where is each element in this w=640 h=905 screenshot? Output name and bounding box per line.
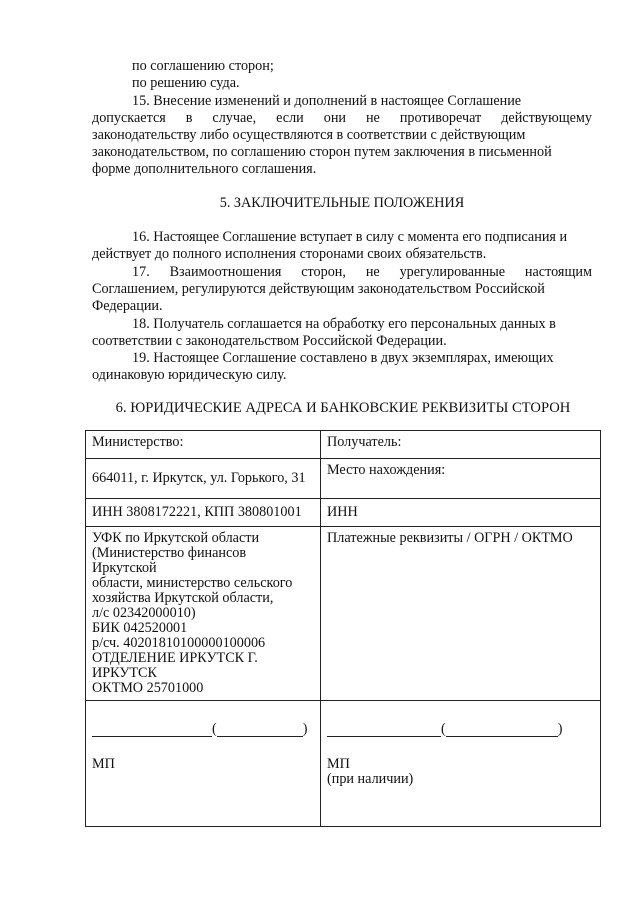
signature-blank [327, 722, 441, 737]
paragraph-line: Соглашением, регулируются действующим законодательством Российской [92, 281, 545, 297]
paragraph-line [92, 110, 592, 127]
word: Взаимоотношения [169, 264, 282, 280]
bank-line: (Министерство финансов Иркутской [92, 545, 247, 576]
ministry-inn: ИНН 3808172221, КПП 380801001 [86, 499, 321, 527]
recipient-inn: ИНН [321, 499, 601, 527]
recipient-signature-cell [321, 701, 601, 827]
recipient-bank-details: Платежные реквизиты / ОГРН / ОКТМО [321, 527, 601, 701]
word: не [365, 110, 380, 126]
ministry-stamp-label: МП [92, 756, 115, 772]
list-item: по решению суда. [132, 75, 240, 91]
paragraph-line: законодательству либо осуществляются в соответствии с действующим [92, 127, 526, 143]
word: действующему [501, 110, 592, 126]
paragraph-line: 16. Настоящее Соглашение вступает в силу с момента его подписания и [132, 229, 568, 245]
paragraph-line: 18. Получатель соглашается на обработку его персональных данных в [132, 316, 556, 332]
paren-close: ) [557, 721, 563, 737]
table-row [86, 701, 601, 827]
bank-line: л/с 02342000010) [92, 605, 196, 621]
paragraph-line: 19. Настоящее Соглашение составлено в двух экземплярах, имеющих [132, 350, 554, 366]
paragraph-line: соответствии с законодательством Российской Федерации. [92, 333, 447, 349]
word: случае, [212, 110, 257, 126]
list-item: по соглашению сторон; [132, 58, 274, 74]
name-blank [446, 722, 558, 737]
section-6-heading: 6. ЮРИДИЧЕСКИЕ АДРЕСА И БАНКОВСКИЕ РЕКВИЗИТЫ СТОРОН [115, 400, 571, 416]
bank-line: ИРКУТСК [92, 665, 157, 681]
word: они [323, 110, 346, 126]
signature-blank [92, 722, 212, 737]
paragraph-line [92, 264, 592, 281]
recipient-stamp-label: МП [327, 756, 350, 772]
bank-line: области, министерство сельского [92, 575, 293, 591]
recipient-location: Место нахождения: [321, 459, 601, 499]
paren-open: ( [212, 721, 217, 737]
table-row [86, 459, 601, 499]
bank-line: БИК 042520001 [92, 620, 188, 636]
table-row [86, 527, 601, 701]
name-blank [217, 722, 303, 737]
paren-open: ( [441, 721, 446, 737]
recipient-header: Получатель: [321, 431, 601, 459]
bank-line: УФК по Иркутской области [92, 530, 260, 546]
paragraph-19 [92, 350, 592, 384]
recipient-stamp-note: (при наличии) [327, 771, 414, 787]
section-5-heading: 5. ЗАКЛЮЧИТЕЛЬНЫЕ ПОЛОЖЕНИЯ [219, 195, 465, 211]
paragraph-16 [92, 229, 592, 263]
top-list [92, 58, 592, 92]
word: 17. [132, 264, 150, 280]
bank-line: ОТДЕЛЕНИЕ ИРКУТСК Г. [92, 650, 258, 666]
bank-line: р/сч. 40201810100000100006 [92, 635, 266, 651]
bank-line: ОКТМО 25701000 [92, 680, 204, 696]
table-row [86, 431, 601, 459]
word: противоречат [399, 110, 482, 126]
word: сторон, [301, 264, 346, 280]
word: не [365, 264, 380, 280]
word: допускается [92, 110, 166, 126]
recipient-signature-line [327, 717, 594, 737]
word: урегулированные [399, 264, 506, 280]
ministry-bank-details [86, 527, 321, 701]
bank-line: хозяйства Иркутской области, [92, 590, 274, 606]
ministry-signature-line [92, 717, 314, 737]
table-row [86, 499, 601, 527]
paragraph-18 [92, 316, 592, 350]
ministry-header: Министерство: [86, 431, 321, 459]
paragraph-15 [92, 93, 592, 178]
requisites-table [85, 430, 601, 827]
paragraph-17 [92, 264, 592, 315]
word: если [276, 110, 304, 126]
word: в [185, 110, 193, 126]
paragraph-line: действует до полного исполнения сторонами своих обязательств. [92, 246, 487, 262]
paragraph-line: форме дополнительного соглашения. [92, 161, 317, 177]
word: настоящим [524, 264, 592, 280]
paragraph-line: одинаковую юридическую силу. [92, 367, 287, 383]
ministry-signature-cell [86, 701, 321, 827]
paragraph-line: Федерации. [92, 298, 163, 314]
paragraph-line: законодательством, по соглашению сторон путем заключения в письменной [92, 144, 552, 160]
ministry-address: 664011, г. Иркутск, ул. Горького, 31 [86, 459, 321, 499]
paren-close: ) [302, 721, 308, 737]
paragraph-line: 15. Внесение изменений и дополнений в настоящее Соглашение [132, 93, 522, 109]
